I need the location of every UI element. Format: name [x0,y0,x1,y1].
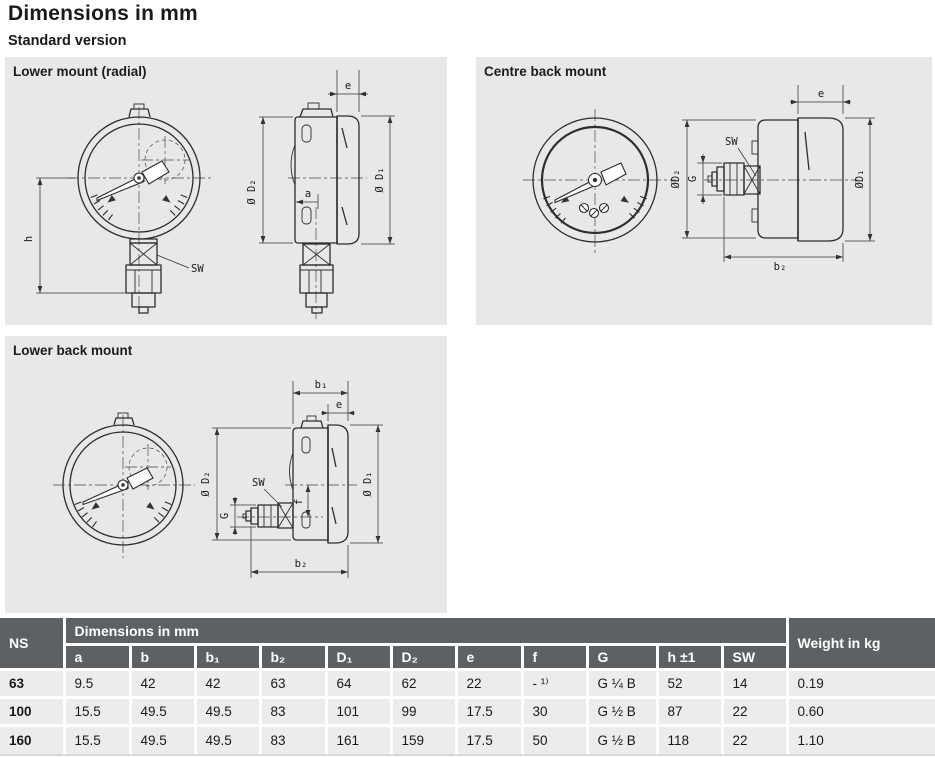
cell-b: 49.5 [130,698,195,726]
dim-b2 [251,526,348,578]
table-row-ns63 [0,670,935,698]
dim-label-g: G [687,175,699,183]
dim-label-b1: b₁ [314,379,328,391]
cell-f: 30 [522,698,587,726]
case-screws [580,204,609,218]
lower-back-drawing [5,336,447,613]
dim-label-a: a [304,188,312,200]
back-connection [708,163,760,195]
dim-a [296,188,318,209]
cell-g: G ¼ B [587,670,657,698]
dim-label-d2: ØD₂ [670,169,682,189]
gauge-front-view [523,109,676,253]
col-header-e: e [456,645,522,670]
cell-b2: 63 [260,670,326,698]
gauge-side-view [200,379,383,578]
col-header-b: b [130,645,195,670]
table-row-ns100 [0,698,935,726]
cell-b2: 83 [260,698,326,726]
dim-label-g: G [219,512,231,520]
gauge-front-view [53,413,195,558]
panel-lower-mount [5,57,447,325]
cell-b1: 42 [195,670,260,698]
row-header-ns: 100 [0,698,64,726]
cell-h: 118 [657,726,722,754]
cell-b2: 83 [260,726,326,754]
dim-label-d2: Ø D₂ [246,179,258,205]
gauge-front-view [23,104,213,317]
centre-back-drawing [476,57,932,325]
cell-a: 9.5 [64,670,130,698]
panel-title-lower-back: Lower back mount [13,343,133,358]
col-group-dimensions: Dimensions in mm [64,618,787,645]
cell-h: 87 [657,698,722,726]
cell-weight: 0.60 [787,698,935,726]
dim-label-d1: Ø D₁ [362,471,374,497]
cell-e: 17.5 [456,698,522,726]
dim-e [790,85,851,114]
cell-d2: 99 [391,698,456,726]
dim-d1 [361,116,395,244]
cell-weight: 1.10 [787,726,935,754]
dim-f [293,485,310,517]
gauge-side-view [670,85,875,273]
cell-d1: 101 [326,698,391,726]
cell-b: 42 [130,670,195,698]
col-header-h: h ±1 [657,645,722,670]
callout-sw [157,255,204,275]
dim-h [23,178,128,293]
callout-sw [252,477,282,507]
page-subtitle: Standard version [8,33,127,49]
cell-b1: 49.5 [195,698,260,726]
page-title: Dimensions in mm [8,2,198,25]
cell-h: 52 [657,670,722,698]
col-header-d1: D₁ [326,645,391,670]
col-header-a: a [64,645,130,670]
panel-centre-back [476,57,932,325]
dim-b2 [724,197,843,273]
dim-d2 [670,120,756,238]
dim-label-f: f [293,498,305,506]
dim-e [321,399,355,421]
col-header-b2: b₂ [260,645,326,670]
cell-a: 15.5 [64,726,130,754]
panel-title-lower-mount: Lower mount (radial) [13,64,147,79]
col-header-f: f [522,645,587,670]
needle-counterweight [601,163,626,185]
col-header-weight: Weight in kg [787,618,935,670]
dimensions-table [0,618,935,756]
cell-g: G ½ B [587,698,657,726]
dim-d1 [350,425,383,543]
col-header-sw: SW [722,645,787,670]
gauge-side-view [246,70,395,319]
col-header-g: G [587,645,657,670]
cell-f: 50 [522,726,587,754]
dim-label-e: e [335,399,343,411]
lower-connection [126,239,161,313]
dim-label-sw: SW [252,477,265,489]
col-header-ns: NS [0,618,64,670]
row-header-ns: 63 [0,670,64,698]
cell-a: 15.5 [64,698,130,726]
cell-d1: 161 [326,726,391,754]
dim-label-e: e [817,88,825,100]
table-row-ns160 [0,726,935,754]
cell-b1: 49.5 [195,726,260,754]
cell-weight: 0.19 [787,670,935,698]
dim-label-d2: Ø D₂ [200,471,212,497]
dim-label-sw: SW [191,263,204,275]
dim-label-h: h [23,235,35,243]
cell-d2: 62 [391,670,456,698]
cell-d1: 64 [326,670,391,698]
row-header-ns: 160 [0,726,64,754]
cell-b: 49.5 [130,726,195,754]
dim-label-b2: b₂ [294,558,308,570]
col-header-b1: b₁ [195,645,260,670]
cell-f: - ¹⁾ [522,670,587,698]
dim-label-sw: SW [725,136,738,148]
panel-title-centre-back: Centre back mount [484,64,607,79]
dim-label-b2: b₂ [773,261,787,273]
col-header-d2: D₂ [391,645,456,670]
cell-sw: 22 [722,726,787,754]
panel-lower-back [5,336,447,613]
cell-e: 22 [456,670,522,698]
dim-label-d1: Ø D₁ [374,167,386,193]
cell-sw: 14 [722,670,787,698]
back-connection [243,503,293,528]
dim-label-e: e [344,80,352,92]
dim-d1 [845,118,875,241]
lower-mount-drawing [5,57,447,325]
dim-label-d1: ØD₁ [854,169,866,189]
dim-e [328,70,368,112]
side-connection [300,244,333,313]
cell-d2: 159 [391,726,456,754]
dim-d2 [246,117,293,243]
cell-sw: 22 [722,698,787,726]
cell-e: 17.5 [456,726,522,754]
cell-g: G ½ B [587,726,657,754]
